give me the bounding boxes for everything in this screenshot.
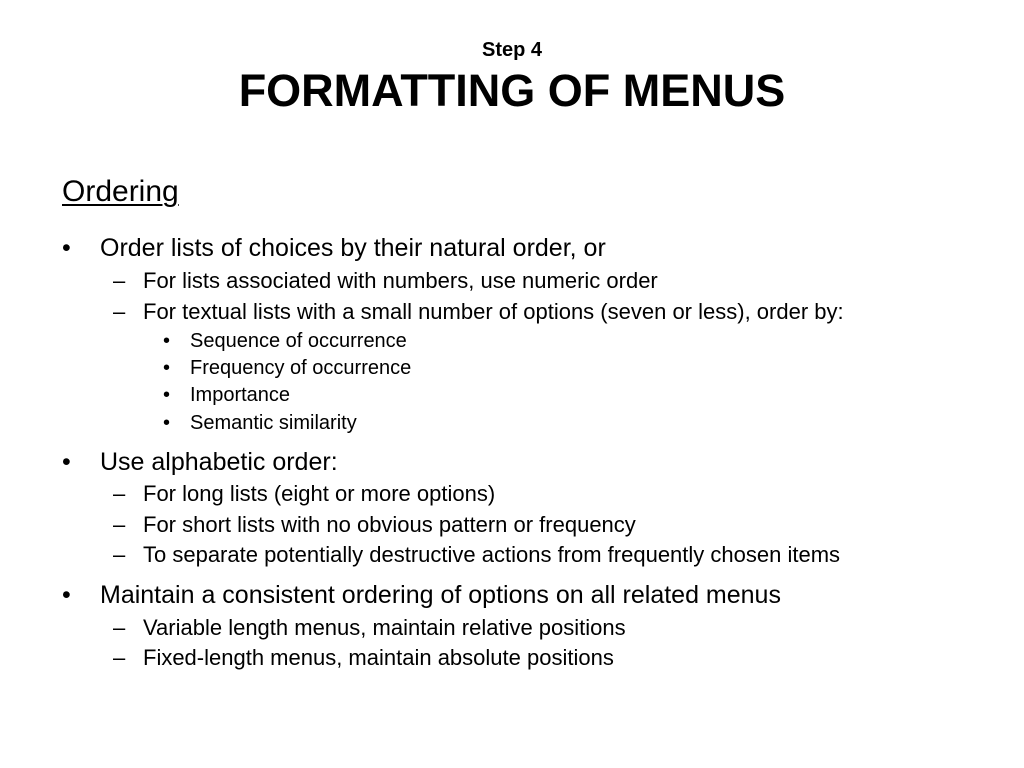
slide-title: FORMATTING OF MENUS (238, 65, 786, 116)
sub-point-text: For textual lists with a small number of options (seven or less), order by: (143, 299, 844, 324)
dash-marker: – (113, 615, 126, 640)
sub-point-text: To separate potentially destructive actions from frequently chosen items (143, 542, 841, 567)
dash-marker: – (113, 542, 126, 567)
sub-point-text: For short lists with no obvious pattern or frequency (143, 512, 636, 537)
bullet-marker: • (163, 330, 171, 352)
nested-item-text: Frequency of occurrence (190, 357, 412, 379)
bullet-text: Use alphabetic order: (100, 448, 338, 476)
bullet-marker: • (62, 234, 71, 262)
sub-point-text: For lists associated with numbers, use numeric order (143, 268, 658, 293)
section-heading-ordering: Ordering (62, 175, 179, 208)
bullet-marker: • (62, 448, 71, 476)
sub-point-text: For long lists (eight or more options) (143, 481, 496, 506)
nested-item-text: Semantic similarity (190, 412, 357, 434)
step-label: Step 4 (481, 39, 543, 61)
dash-marker: – (113, 481, 126, 506)
dash-marker: – (113, 645, 126, 670)
bullet-text: Order lists of choices by their natural order, or (100, 234, 606, 262)
bullet-marker: • (62, 581, 71, 609)
sub-point-text: Variable length menus, maintain relative positions (143, 615, 626, 640)
nested-item-text: Sequence of occurrence (190, 330, 407, 352)
dash-marker: – (113, 512, 126, 537)
dash-marker: – (113, 268, 126, 293)
dash-marker: – (113, 299, 126, 324)
bullet-marker: • (163, 384, 171, 406)
sub-point-text: Fixed-length menus, maintain absolute positions (143, 645, 614, 670)
bullet-marker: • (163, 357, 171, 379)
nested-item-text: Importance (190, 384, 291, 406)
bullet-marker: • (163, 412, 171, 434)
bullet-text: Maintain a consistent ordering of options on all related menus (100, 581, 781, 609)
